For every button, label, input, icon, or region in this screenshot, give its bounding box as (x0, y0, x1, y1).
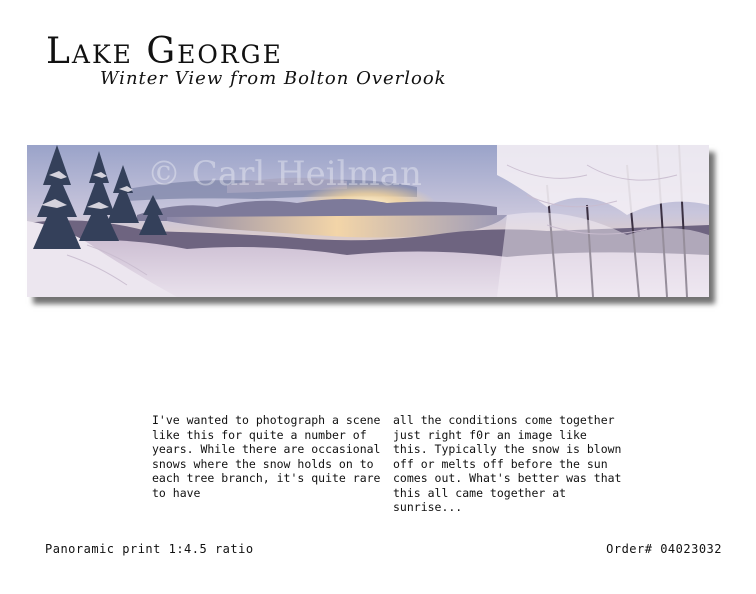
description-left-column: I've wanted to photograph a scene like this for quite a number of years. While there are occasional snows where the snow holds on to each tree branch, it's quite rare to have (152, 413, 381, 500)
order-number: Order# 04023032 (606, 542, 722, 556)
page-title: Lake George (46, 31, 283, 72)
print-ratio-label: Panoramic print 1:4.5 ratio (45, 542, 254, 556)
watermark-text: © Carl Heilman (147, 154, 422, 194)
description-right-column: all the conditions come together just right f0r an image like this. Typically the snow is blown off or melts off before the sun comes out. What's better was that this all came together at sunrise... (393, 413, 622, 514)
page-subtitle: Winter View from Bolton Overlook (100, 68, 447, 89)
panorama-photo (27, 145, 709, 297)
